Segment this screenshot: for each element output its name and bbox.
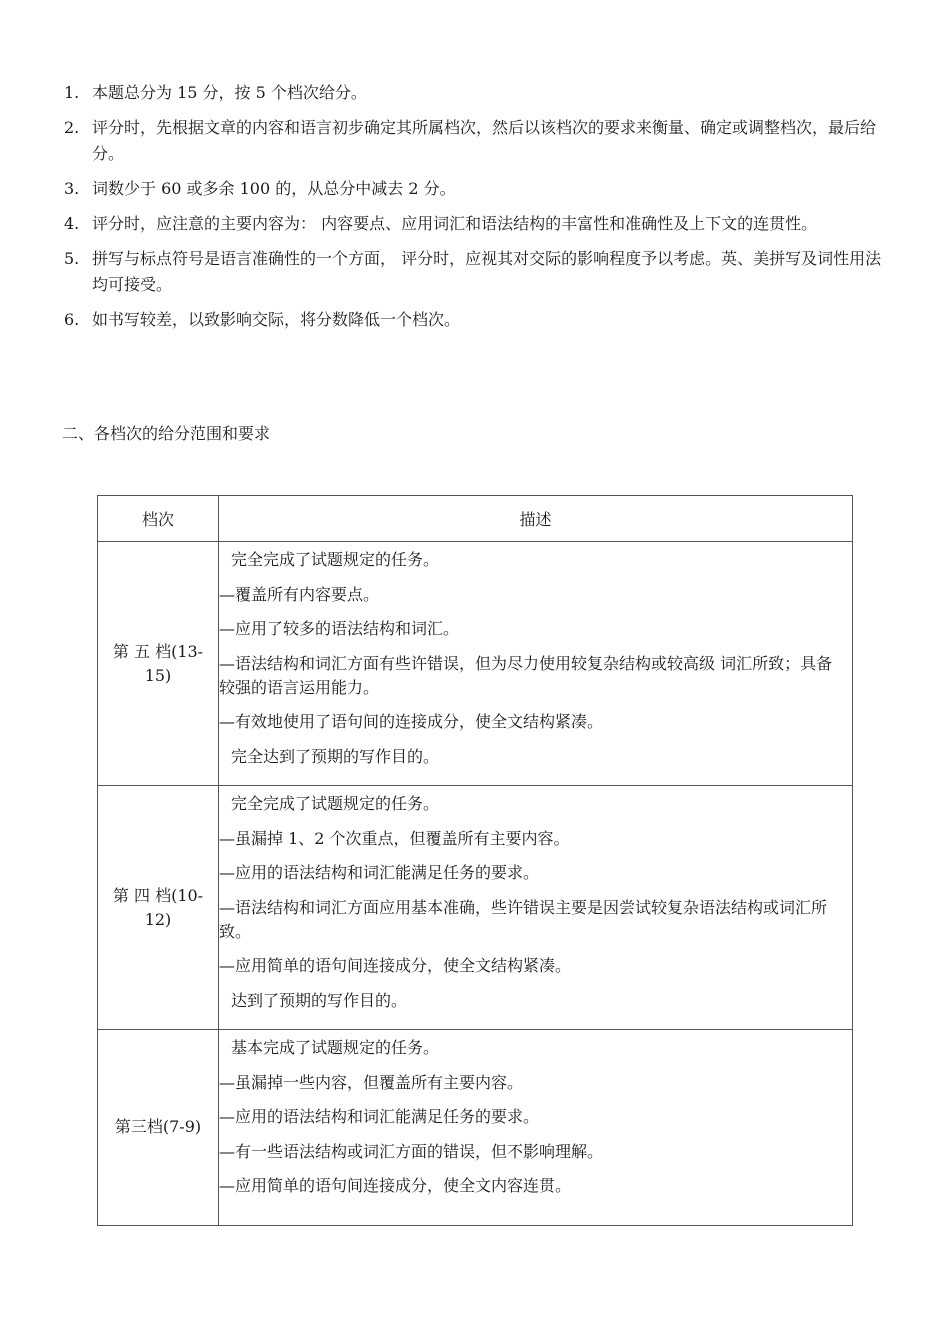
rule-item <box>62 307 892 333</box>
rule-item <box>62 115 892 167</box>
description-line: —有效地使用了语句间的连接成分，使全文结构紧凑。 <box>219 712 604 731</box>
rule-number: 3. <box>64 179 80 198</box>
description-line: —应用了较多的语法结构和词汇。 <box>219 619 460 638</box>
table-row <box>98 1030 853 1226</box>
table-row <box>98 542 853 786</box>
rule-text: 词数少于 60 或多余 100 的，从总分中减去 2 分。 <box>92 179 456 198</box>
rule-number: 6. <box>64 310 80 329</box>
rule-number: 4. <box>64 214 80 233</box>
description-line: 完全完成了试题规定的任务。 <box>231 550 440 569</box>
description-line: —有一些语法结构或词汇方面的错误，但不影响理解。 <box>219 1141 604 1161</box>
description-line: 完全达到了预期的写作目的。 <box>231 746 440 766</box>
level-cell: 第三档(7-9) <box>98 1030 219 1226</box>
description-line: 基本完成了试题规定的任务。 <box>231 1038 440 1057</box>
description-line: —应用的语法结构和词汇能满足任务的要求。 <box>219 863 540 882</box>
description-line: —应用简单的语句间连接成分，使全文内容连贯。 <box>219 1176 572 1195</box>
rule-number: 2. <box>64 118 80 137</box>
description-cell <box>219 1030 853 1226</box>
table-header-row <box>98 496 853 542</box>
rule-item <box>62 211 892 237</box>
rule-item <box>62 176 892 202</box>
rule-text: 如书写较差，以致影响交际，将分数降低一个档次。 <box>92 310 461 329</box>
description-cell <box>219 542 853 786</box>
rule-item <box>62 246 892 298</box>
level-cell: 第 五 档(13-15) <box>98 542 219 786</box>
description-line: —语法结构和词汇方面有些许错误，但为尽力使用较复杂结构或较高级 词汇所致；具备较强的语言运用能力。 <box>219 653 833 697</box>
rule-item <box>62 80 892 106</box>
description-cell <box>219 786 853 1030</box>
description-line: —应用的语法结构和词汇能满足任务的要求。 <box>219 1107 540 1126</box>
header-level: 档次 <box>98 496 219 542</box>
rule-text: 本题总分为 15 分，按 5 个档次给分。 <box>92 83 367 102</box>
rule-text: 评分时，先根据文章的内容和语言初步确定其所属档次，然后以该档次的要求来衡量、确定或调整档次，最后给分。 <box>92 118 877 163</box>
description-line: —虽漏掉一些内容，但覆盖所有主要内容。 <box>219 1072 524 1092</box>
rule-text: 拼写与标点符号是语言准确性的一个方面， 评分时，应视其对交际的影响程度予以考虑。英、美拼写及词性用法均可接受。 <box>92 249 882 294</box>
rule-number: 5. <box>64 249 80 268</box>
header-description: 描述 <box>219 496 853 542</box>
description-line: —应用简单的语句间连接成分，使全文结构紧凑。 <box>219 956 572 975</box>
section-heading: 二、各档次的给分范围和要求 <box>62 424 271 443</box>
rule-number: 1. <box>64 83 80 102</box>
rule-text: 评分时，应注意的主要内容为： 内容要点、应用词汇和语法结构的丰富性和准确性及上下文的连贯性。 <box>92 214 818 233</box>
description-line: 达到了预期的写作目的。 <box>231 990 408 1010</box>
description-line: —语法结构和词汇方面应用基本准确，些许错误主要是因尝试较复杂语法结构或词汇所致。 <box>219 897 828 941</box>
grade-levels-table <box>97 495 853 1226</box>
level-cell: 第 四 档(10-12) <box>98 786 219 1030</box>
description-line: —覆盖所有内容要点。 <box>219 584 380 604</box>
description-line: —虽漏掉 1、2 个次重点，但覆盖所有主要内容。 <box>219 828 570 848</box>
scoring-rules-list <box>62 80 892 342</box>
description-line: 完全完成了试题规定的任务。 <box>231 794 440 813</box>
table-row <box>98 786 853 1030</box>
